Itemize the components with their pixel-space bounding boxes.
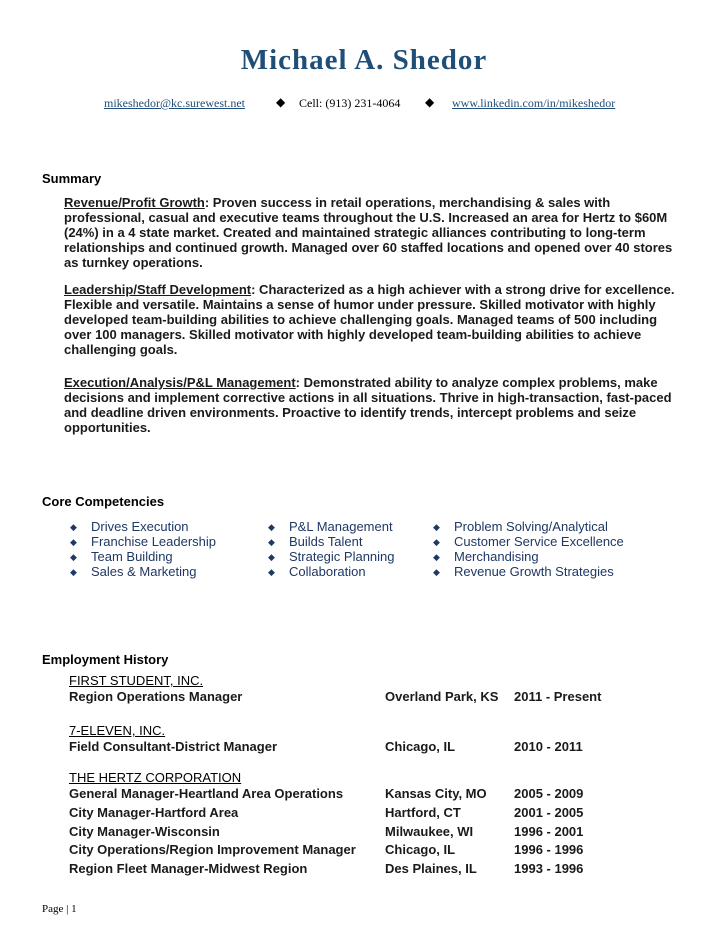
competencies-heading: Core Competencies [42, 494, 165, 509]
bullet-diamond-icon: ◆ [433, 567, 440, 577]
bullet-diamond-icon: ◆ [268, 552, 275, 562]
competency-item: ◆ Sales & Marketing [70, 564, 197, 579]
paragraph-lead: Leadership/Staff Development [64, 282, 252, 297]
competency-item: ◆ Problem Solving/Analytical [433, 519, 608, 534]
role-dates: 2011 - Present [514, 689, 602, 704]
summary-paragraph: Revenue/Profit Growth: Proven success in retail operations, merchandising & sales with professional, casual and executive teams throughout the U.S. Increased an area for Hertz to $60M (24%) in a 4 state market. Created and maintained strategic alliances contributing to long-term relationships and continued growth. Managed over 60 staffed locations and opened over 40 stores as turnkey operations. [64, 195, 673, 271]
bullet-diamond-icon: ◆ [268, 522, 275, 532]
company-name: THE HERTZ CORPORATION [69, 770, 242, 785]
competency-item: ◆ Team Building [70, 549, 173, 564]
bullet-diamond-icon: ◆ [268, 537, 275, 547]
bullet-diamond-icon: ◆ [70, 522, 77, 532]
competency-item: ◆ Merchandising [433, 549, 539, 564]
competency-item: ◆ Builds Talent [268, 534, 363, 549]
employment-heading: Employment History [42, 652, 169, 667]
competency-item: ◆ Drives Execution [70, 519, 189, 534]
bullet-diamond-icon: ◆ [433, 522, 440, 532]
summary-paragraph: Leadership/Staff Development: Characterized as a high achiever with a strong drive for excellence. Flexible and versatile. Maintains a sense of humor under pressure. Skilled motivator with highly developed team-building abilities to achieve challenging goals. Managed teams of 500 including over 100 managers. Skilled motivator with highly developed team-building abilities to achieve challenging goals. [64, 282, 675, 358]
competency-item: ◆ Franchise Leadership [70, 534, 217, 549]
competency-item: ◆ Customer Service Excellence [433, 534, 624, 549]
role-location: Des Plaines, IL [385, 861, 477, 876]
role-location: Chicago, IL [385, 739, 456, 754]
competency-item: ◆ Strategic Planning [268, 549, 395, 564]
competency-column [70, 519, 217, 579]
summary-paragraph: Execution/Analysis/P&L Management: Demonstrated ability to analyze complex problems, make decisions and implement corrective actions in all situations. Thrive in high-transaction, fast-paced and deadline driven environments. Proactive to identify trends, intercept problems and seize opportunities. [64, 375, 672, 436]
role-title: City Manager-Wisconsin [69, 824, 220, 839]
role-dates: 1996 - 2001 [514, 824, 584, 839]
phone-number: Cell: (913) 231-4064 [299, 96, 401, 110]
email-link[interactable]: mikeshedor@kc.surewest.net [104, 96, 246, 110]
page-number: Page | 1 [42, 903, 77, 915]
role-dates: 2001 - 2005 [514, 805, 584, 820]
role-title: City Manager-Hartford Area [69, 805, 239, 820]
competency-item: ◆ Revenue Growth Strategies [433, 564, 614, 579]
role-location: Kansas City, MO [385, 786, 487, 801]
linkedin-link[interactable]: www.linkedin.com/in/mikeshedor [452, 96, 616, 110]
competency-column [433, 519, 624, 579]
candidate-name: Michael A. Shedor [240, 44, 488, 76]
role-title: City Operations/Region Improvement Manager [69, 842, 356, 857]
bullet-diamond-icon: ◆ [70, 567, 77, 577]
bullet-diamond-icon: ◆ [268, 567, 275, 577]
role-dates: 2010 - 2011 [514, 739, 583, 754]
role-title: Field Consultant-District Manager [69, 739, 278, 754]
paragraph-lead: Execution/Analysis/P&L Management [64, 375, 296, 390]
role-location: Milwaukee, WI [385, 824, 474, 839]
competency-column [268, 519, 395, 579]
role-dates: 1993 - 1996 [514, 861, 584, 876]
competency-item: ◆ P&L Management [268, 519, 393, 534]
bullet-diamond-icon: ◆ [70, 537, 77, 547]
role-location: Overland Park, KS [385, 689, 499, 704]
role-title: Region Operations Manager [69, 689, 243, 704]
bullet-diamond-icon: ◆ [433, 552, 440, 562]
competency-item: ◆ Collaboration [268, 564, 366, 579]
separator-diamond-icon: ◆ [276, 95, 286, 109]
role-location: Hartford, CT [385, 805, 461, 820]
role-title: Region Fleet Manager-Midwest Region [69, 861, 308, 876]
role-dates: 1996 - 1996 [514, 842, 584, 857]
paragraph-lead: Revenue/Profit Growth [64, 195, 205, 210]
company-name: FIRST STUDENT, INC. [69, 673, 204, 688]
bullet-diamond-icon: ◆ [433, 537, 440, 547]
bullet-diamond-icon: ◆ [70, 552, 77, 562]
role-location: Chicago, IL [385, 842, 456, 857]
role-title: General Manager-Heartland Area Operations [69, 786, 344, 801]
role-dates: 2005 - 2009 [514, 786, 584, 801]
summary-heading: Summary [42, 171, 102, 186]
company-name: 7-ELEVEN, INC. [69, 723, 166, 738]
separator-diamond-icon: ◆ [425, 95, 435, 109]
